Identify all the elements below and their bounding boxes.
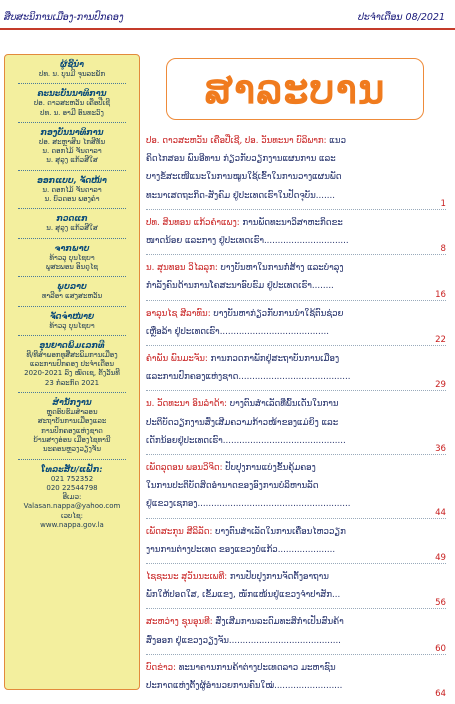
sidebar-line: 23 ກໍລະກົດ 2021	[44, 378, 100, 387]
toc-line: ປະກາດແຫ່ງຕັ້ງຜູ້ອຳນວຍການຄົນໃໝ່.........................	[146, 681, 343, 692]
toc-entry	[146, 659, 446, 699]
contents-column	[146, 40, 446, 700]
toc-entry	[146, 350, 446, 391]
sidebar-line: 021 752352	[50, 474, 94, 483]
sidebar-heading: ສຳນັກງານ	[52, 398, 92, 408]
toc-line: ນ. ວັດທະນາ ອິນລຳດ້າ: ບາງຕົນສຳເລັດທີ່ພົ້ນເດັ່ນໃນການ	[146, 399, 339, 410]
toc-author: ບົດຂ່າວ:	[146, 662, 176, 673]
sidebar-line: ອີເມວ:	[62, 493, 82, 502]
toc-line: ຄິດໄກສອນ ພົນອີທານ ກ່ຽວກັບວຽກງານແຜນການ ແລະ	[146, 154, 336, 165]
toc-line: ສະຫວ່າງ ຊຸນອຸນທີ: ສົ່ງເສີມການລະດົມທະສິກຳເປັນສົນຄ້າ	[146, 617, 344, 628]
toc-line: ປທ. ສິນທອນ ແກ້ວຄຳແພງ: ການພັດທະນາວິສາຫະກິດຂະ	[146, 217, 343, 228]
toc-author: ອາລຸນໄຊ ສີລາທົນ:	[146, 308, 211, 319]
page-header	[0, 0, 455, 30]
toc-entry	[146, 395, 446, 455]
toc-line: ເດັກນ້ອຍຢູ່ປະເທດເຮົາ.............................................	[146, 435, 346, 446]
toc-line: ສົ່ງອອກ ຢູ່ແຂວງວຽງຈັນ.........................................	[146, 635, 341, 646]
sidebar-heading: ກວດແກ	[56, 214, 88, 224]
toc-page-number: 36	[435, 444, 446, 455]
toc-line: ອາລຸນໄຊ ສີລາທົນ: ບາງບັນຫາກ່ຽວກັບການນຳໃຊ້ຕົນຊ່ວຍ	[146, 308, 344, 319]
sidebar-heading: ພູບລາບ	[57, 282, 87, 292]
toc-page-number: 22	[435, 335, 446, 346]
toc-line: ໜາດນ້ອຍ ແລະກາງ ຢູ່ປະເທດເຮົາ...............................	[146, 236, 349, 247]
sidebar-section	[5, 176, 139, 205]
sidebar-line: ບ້ານສາງອ່ອນ ເມືອງໄຊທານີ	[33, 435, 111, 444]
sidebar-line: ປທ. ນ. ບຸນມີ ຈຸນລະພັກ	[38, 70, 106, 78]
toc-entry	[146, 459, 446, 519]
sidebar-line: 2020-2021 ລົງ ໝົດເຊ, ຕັ້ງວັນທີ	[24, 369, 120, 378]
sidebar-section	[5, 465, 139, 531]
toc-line: ໄຊຊະນະ ສຸວັນນະເພທີ: ການປັບປຸງການຈັດຕັ້ງອາຖານ	[146, 572, 329, 583]
sidebar-section	[5, 60, 139, 79]
toc-author: ນ. ສຸນທອນ ວິໄລລຸກ:	[146, 263, 218, 274]
sidebar-section	[5, 128, 139, 166]
sidebar-line: www.nappa.gov.la	[40, 521, 104, 530]
toc-entry	[146, 613, 446, 654]
sidebar-heading: ໂທລະສັບ/ແຟັກ:	[41, 464, 103, 474]
toc-author: ເພັດລຸດອນ ພອນວິຈິດ:	[146, 463, 223, 474]
sidebar-line: ປທ. ນ. ອາມີ ອົນທະວົງ	[40, 108, 104, 117]
sidebar-heading: ກອງບັນນາທິການ	[40, 127, 104, 137]
header-rule	[0, 28, 455, 30]
toc-line: ທະນາເສດຖະກິດ-ສັງຄົມ ຢູ່ປະເທດເຮົາໃນປັດຈຸບັນ.......	[146, 190, 335, 201]
sidebar-separator	[18, 459, 126, 460]
sidebar-heading: ຈາກພາບ	[54, 243, 90, 253]
toc-line: ເຫຼືອລ້າ ຢູ່ປະເທດເຮົາ........................................	[146, 326, 329, 337]
sidebar-line: ປອ. ສະຫຼາສິນ ໄກສີທັນ	[38, 137, 106, 146]
toc-entry	[146, 568, 446, 609]
sidebar-separator	[18, 335, 126, 336]
sidebar-line: ເວບໄຊ:	[60, 511, 83, 520]
sidebar-line: ທີ/ທີສຳພອກທູສື່ສະພິມການເມືອງ	[26, 350, 118, 359]
sidebar-line: ນ. ສຸລຸງ ແກ້ວສີໃສ	[46, 156, 98, 165]
toc-page-number: 16	[435, 289, 446, 300]
toc-author: ປທ. ສິນທອນ ແກ້ວຄຳແພງ:	[146, 217, 240, 228]
sidebar-line: ນ. ບົວດອນ ພອງຄຳ	[44, 195, 100, 204]
toc-entry	[146, 214, 446, 255]
sidebar-line: ທ້າວວຸ ບຸນໄຊຍາ	[49, 253, 95, 262]
sidebar-line: ສະຖາບັນການເມືອງແລະ	[37, 417, 107, 426]
sidebar-separator	[18, 170, 126, 171]
toc-entry	[146, 259, 446, 300]
header-magazine-name: ສືບສະນິການເມືອງ-ການປົກຄອງ	[4, 12, 124, 23]
sidebar-heading: ອອກແບບ, ຈັດໜ້າ	[37, 175, 107, 185]
sidebar-separator	[18, 122, 126, 123]
page-title: ສາລະບານ	[204, 65, 386, 113]
toc-line: ນ. ສຸນທອນ ວິໄລລຸກ: ບາງບັນຫາໃນການກໍ່ສ້າງ ແລະບຳລຸງ	[146, 263, 344, 274]
toc-line: ເພັດລຸດອນ ພອນວິຈິດ: ປັບປຸງການແບ່ງຂັ້ນຄຸ້ມຄອງ	[146, 463, 316, 474]
toc-line: ໃນການປະຕິບັດສິດອຳນາດຂອງອົງການບໍລິຫານລັດ	[146, 481, 319, 492]
sidebar-section	[5, 398, 139, 454]
toc-author: ເພັດສະກຸນ ສີລິລັດ:	[146, 526, 213, 537]
sidebar-line: ທາລີອາ ແສງສະຫວັນ	[41, 292, 103, 301]
toc-author: ຄຳພັນ ພົນມະຈັນ:	[146, 354, 208, 365]
toc-line: ເພັດສະກຸນ ສີລິລັດ: ບາງຕົນສຳເລັດໃນການເຄື່ອນໄຫວວຽກ	[146, 526, 346, 537]
table-of-contents	[146, 132, 446, 703]
toc-page-number: 8	[440, 244, 446, 255]
toc-line: ປະຕິບັດວຽກງານສົ່ງເສີມຄວາມກ້າວໜ້າຂອງແມ່ຍິງ ແລະ	[146, 417, 339, 428]
toc-line: ກຳລັງຄົນດ້ານການໂຄສະນາອົບຮົມ ຢູ່ປະເທດເຮົາ........	[146, 281, 334, 292]
toc-line: ບາງຂໍ້ສະເໜີແນະໃນການໝູນໃຊ້ເຂົ້າໃນການວາງແຜນພັດ	[146, 172, 342, 183]
toc-page-number: 1	[440, 198, 446, 209]
toc-entry	[146, 523, 446, 564]
toc-author: ໄຊຊະນະ ສຸວັນນະເພທີ:	[146, 572, 228, 583]
sidebar-line: ຫຼຸດອົບຮົມສຳລອນ	[46, 408, 98, 417]
toc-line: ບົດຂ່າວ: ທະນາຄານການຄ້າຕ່າງປະເທດລາວ ມະຫາຊົນ	[146, 662, 336, 673]
toc-page-number: 64	[435, 689, 446, 700]
sidebar-line: Valasan.nappa@yahoo.com	[23, 502, 121, 511]
sidebar-heading: ຜູ້ຊີ້ນຳ	[59, 60, 85, 69]
toc-entry	[146, 132, 446, 210]
sidebar-section	[5, 341, 139, 388]
sidebar-section	[5, 214, 139, 233]
title-frame	[166, 58, 424, 120]
sidebar-separator	[18, 238, 126, 239]
sidebar-section	[5, 244, 139, 273]
toc-page-number: 44	[435, 507, 446, 518]
toc-line: ຄຳພັນ ພົນມະຈັນ: ການກວດກາພັກຢູ່ສະຖາບັນການເມືອງ	[146, 354, 340, 365]
sidebar-line: 020 22544798	[46, 483, 98, 492]
toc-line: ປອ. ດາວສະຫວັນ ເຄືອປີ່ເຊີ, ປອ. ວັນທະນາ ບົລິພາກ: ແນວ	[146, 136, 347, 146]
sidebar-section	[5, 282, 139, 301]
toc-line: ພັກໃຫ້ປອດໃສ, ເຂັ້ມແຂງ, ໜັກແໜ້ນຢູ່ແຂວງຈຳປາສັກ...	[146, 590, 341, 601]
sidebar-line: ນ. ດອກໄມ້ ຈັນດາລາ	[42, 147, 102, 156]
sidebar-line: ການປົກຄອງແຫ່ງຊາດ	[41, 426, 103, 435]
sidebar-line: ທ້າວວຸ ບຸນໄຊຍາ	[49, 321, 95, 330]
sidebar-separator	[18, 208, 126, 209]
toc-page-number: 29	[435, 380, 446, 391]
sidebar-separator	[18, 392, 126, 393]
sidebar-line: ແລະການປົກຄອງ ປະຈຳເດືອນ	[30, 360, 114, 369]
toc-author: ນ. ວັດທະນາ ອິນລຳດ້າ:	[146, 399, 227, 410]
toc-line: ງານການຕ່າງປະເທດ ຂອງແຂວງບໍ່ແກ້ວ.....................	[146, 544, 336, 555]
sidebar-heading: ອຸນຍາດພິມເລກທີ	[39, 340, 105, 350]
toc-author: ສະຫວ່າງ ຊຸນອຸນທີ:	[146, 617, 213, 628]
toc-entry	[146, 305, 446, 346]
toc-page-number: 49	[435, 553, 446, 564]
sidebar-heading: ຈັດຈຳໜ່າຍ	[49, 311, 95, 321]
sidebar-line: ນ. ດອກໄມ້ ຈັນດາລາ	[42, 185, 102, 194]
sidebar-separator	[18, 276, 126, 277]
sidebar-line: ປອ. ດາວສະຫວັນ ເຄືອປີ່ເຊີ	[33, 99, 111, 108]
sidebar-line: ນະຄອນຫຼວງວຽງຈັນ	[43, 445, 101, 454]
toc-page-number: 60	[435, 643, 446, 654]
toc-page-number: 56	[435, 598, 446, 609]
sidebar-heading: ຄະນະບັນນາທິການ	[37, 89, 107, 99]
header-issue: ປະຈຳເດືອນ 08/2021	[358, 12, 445, 23]
sidebar-section	[5, 89, 139, 118]
sidebar-separator	[18, 306, 126, 307]
toc-line: ແລະການປົກຄອງແຫ່ງຊາດ.........................................	[146, 372, 351, 383]
sidebar-separator	[18, 83, 126, 84]
toc-line: ຢູ່ແຂວງເຊກອງ........................................................	[146, 499, 351, 510]
sidebar-line: ພູສະພອນ ອິນດູໄຊ	[45, 262, 99, 271]
toc-author: ປອ. ດາວສະຫວັນ ເຄືອປີ່ເຊີ, ປອ. ວັນທະນາ ບົລິພາກ:	[146, 136, 327, 146]
sidebar-section	[5, 312, 139, 331]
editorial-sidebar	[4, 54, 140, 690]
sidebar-line: ນ. ສຸລຸງ ແກ້ວສີໃສ	[46, 224, 98, 233]
